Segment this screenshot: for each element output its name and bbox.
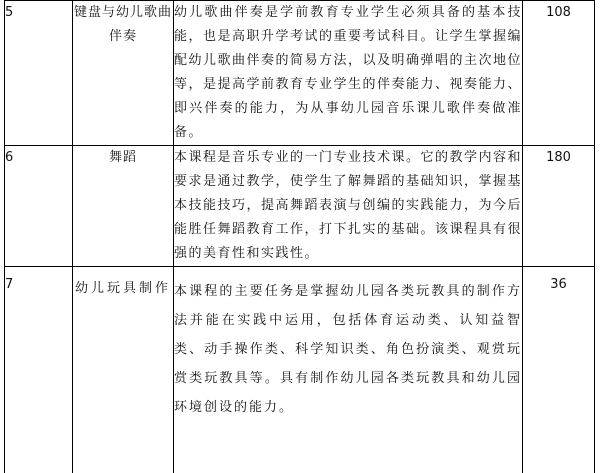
course-number: 7	[5, 267, 73, 473]
course-number: 5	[5, 1, 73, 146]
table-row	[5, 267, 595, 473]
course-hours: 36	[523, 267, 595, 473]
course-name: 舞蹈	[73, 146, 174, 267]
course-name: 幼儿玩具制作	[73, 267, 174, 473]
course-hours: 180	[523, 146, 595, 267]
course-description: 本课程是音乐专业的一门专业技术课。它的教学内容和要求是通过教学，使学生了解舞蹈的基础知识，掌握基本技能技巧，提高舞蹈表演与创编的实践能力，为今后能胜任舞蹈教育工作，打下扎实的基础。该课程具有很强的美育性和实践性。	[174, 146, 523, 267]
course-hours: 108	[523, 1, 595, 146]
table-row	[5, 146, 595, 267]
table-row	[5, 1, 595, 146]
course-name: 键盘与幼儿歌曲伴奏	[73, 1, 174, 146]
course-description: 本课程的主要任务是掌握幼儿园各类玩教具的制作方法并能在实践中运用，包括体育运动类、认知益智类、动手操作类、科学知识类、角色扮演类、观赏玩赏类玩教具等。具有制作幼儿园各类玩教具和幼儿园环境创设的能力。	[174, 267, 523, 473]
course-number: 6	[5, 146, 73, 267]
course-description: 幼儿歌曲伴奏是学前教育专业学生必须具备的基本技能，也是高职升学考试的重要考试科目。让学生掌握编配幼儿歌曲伴奏的简易方法，以及明确弹唱的主次地位等，是提高学前教育专业学生的伴奏能力、视奏能力、即兴伴奏的能力，为从事幼儿园音乐课儿歌伴奏做准备。	[174, 1, 523, 146]
course-table	[4, 0, 595, 473]
